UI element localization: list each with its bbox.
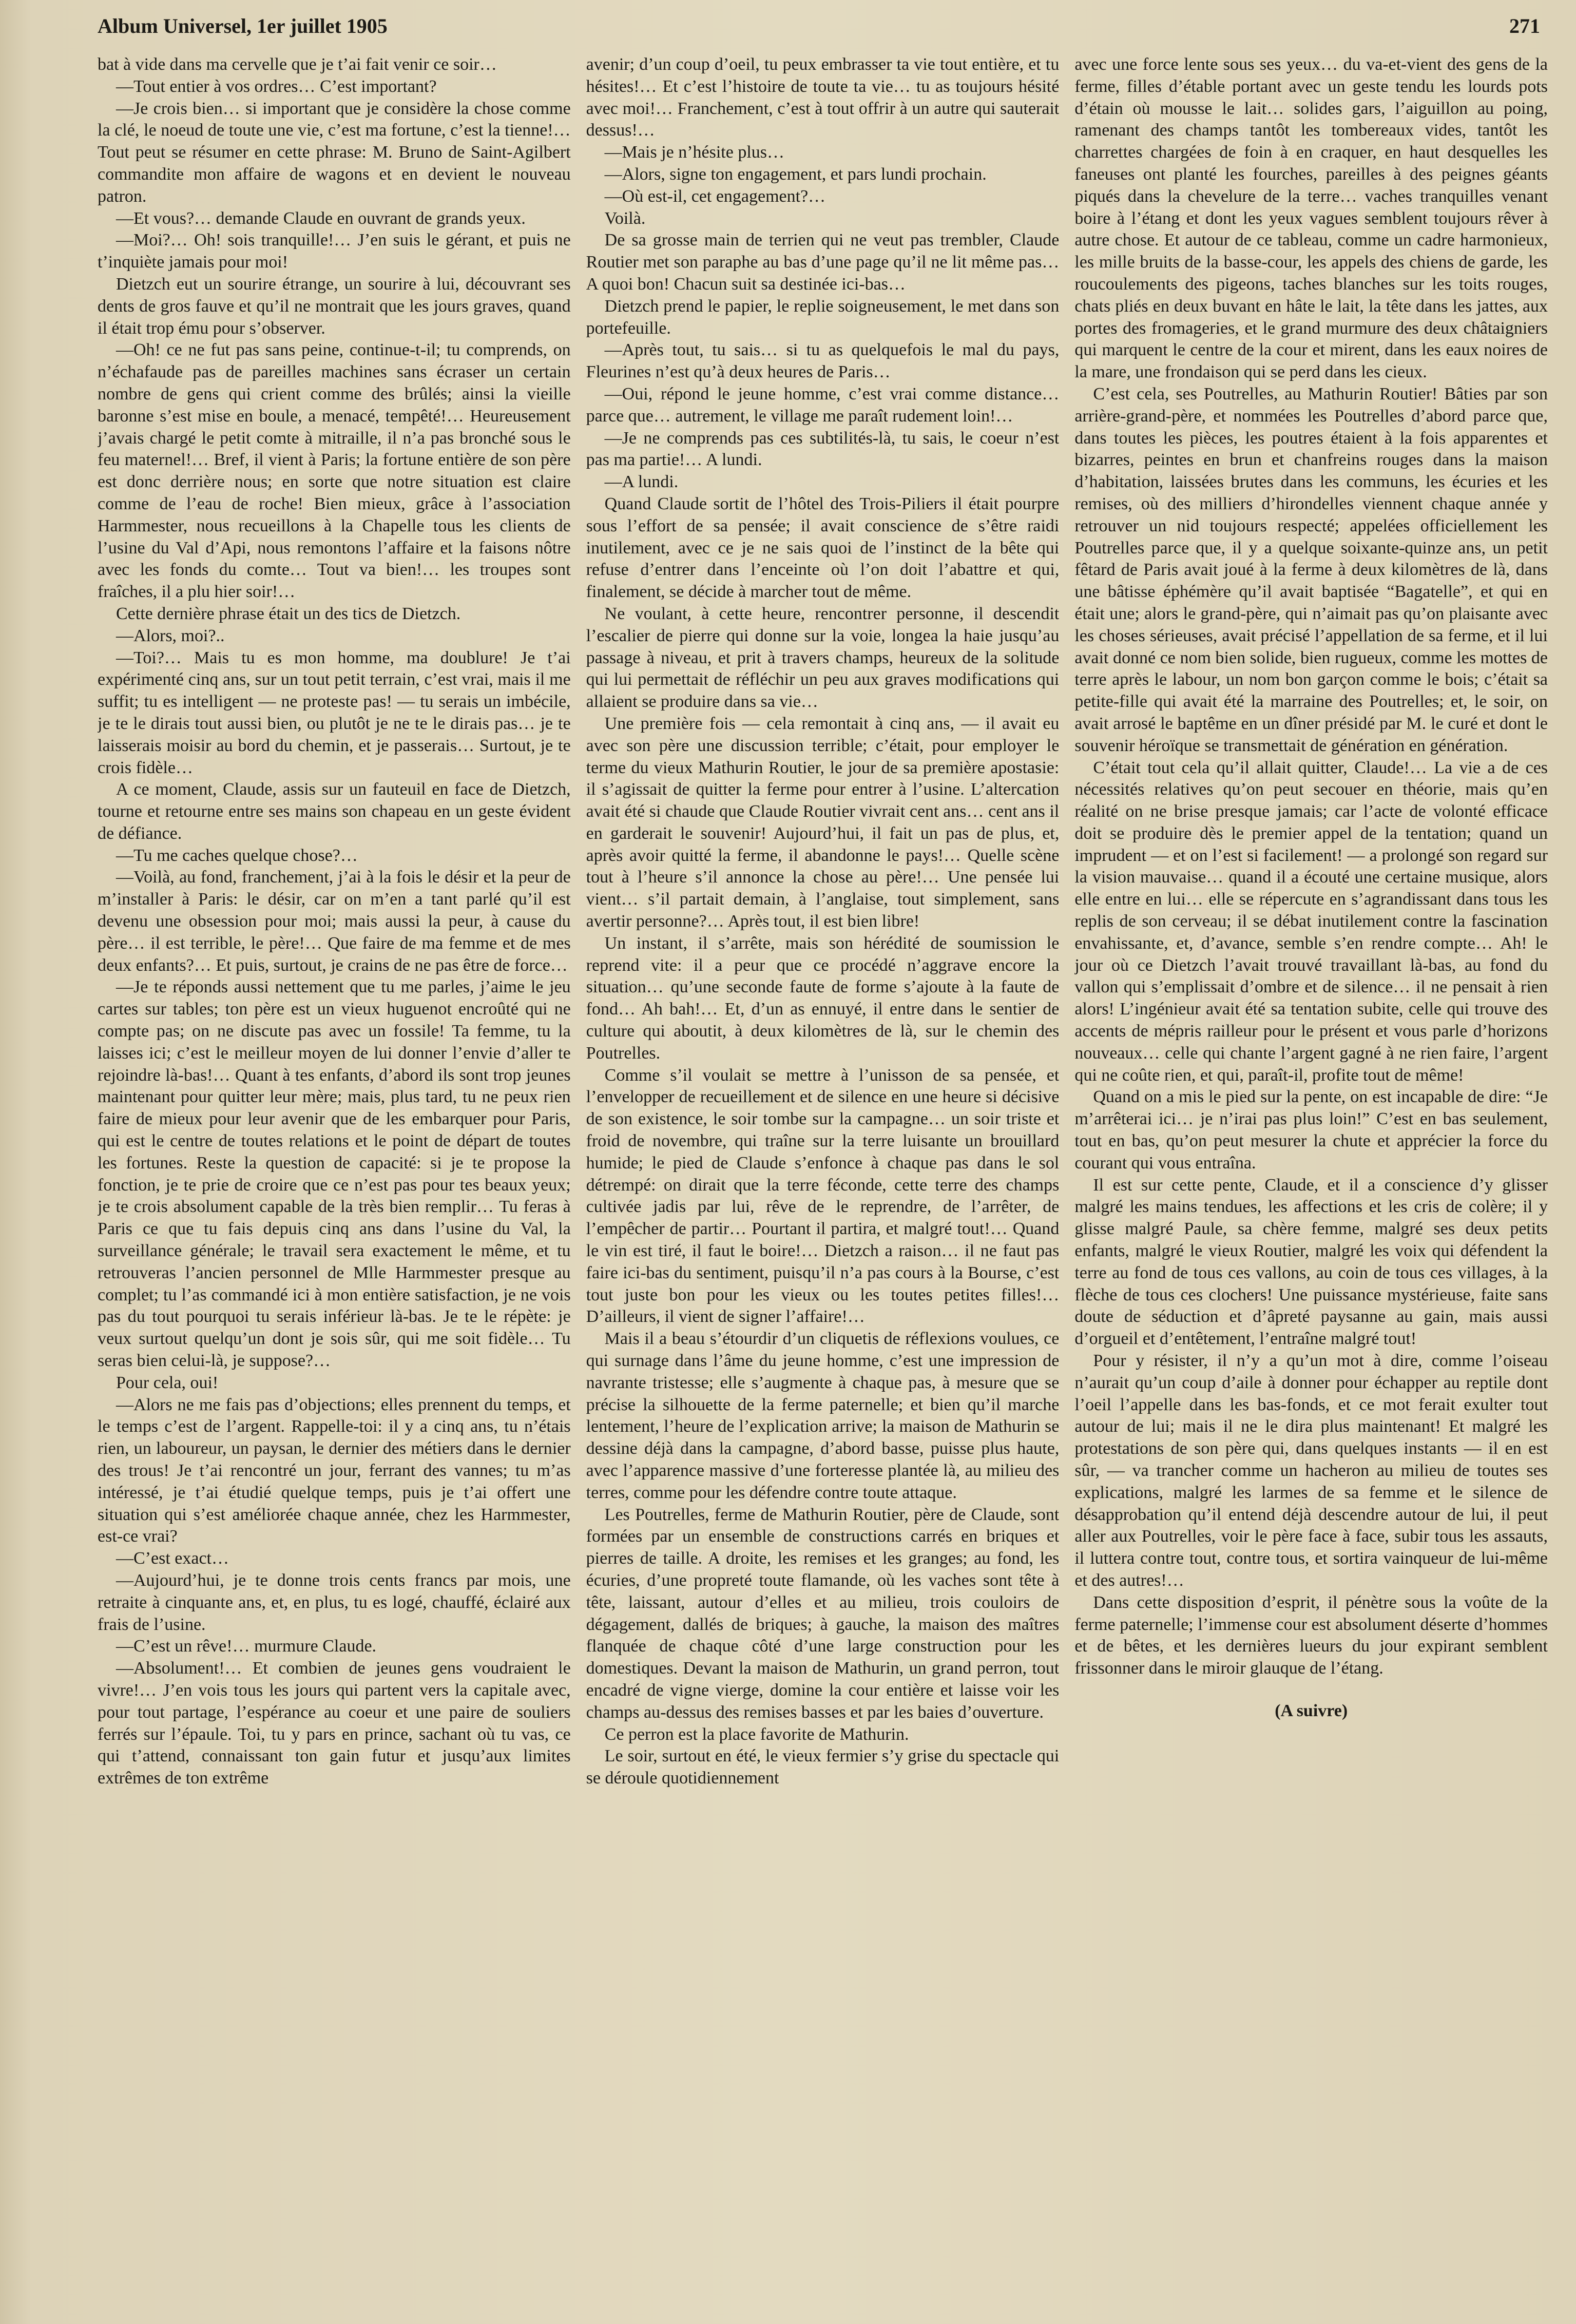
paragraph: —Toi?… Mais tu es mon homme, ma doublure! Je t’ai expérimenté cinq ans, sur un tout petit terrain, c’est vrai, mais il me suffit; tu es intelligent — ne proteste pas! — tu serais un imbécile, je te le dirais tout aussi bien, ou plutôt je ne te le dirais pas… je te laisserais moisir au bord du chemin, et je passerais… Surtout, je te crois fidèle…	[98, 648, 571, 777]
paragraph: —Je ne comprends pas ces subtilités-là, tu sais, le coeur n’est pas ma partie!… A lundi.	[586, 428, 1060, 470]
publication-title: Album Universel, 1er juillet 1905	[98, 14, 388, 37]
paragraph: —A lundi.	[604, 472, 679, 492]
paragraph: Pour cela, oui!	[116, 1373, 219, 1392]
text-column-3	[1074, 54, 1548, 2313]
paragraph: Il est sur cette pente, Claude, et il a conscience d’y glisser malgré les mains tendues, les affections et les cris de colère; il y glisse malgré Paule, sa chère femme, malgré ses deux petits enfants, malgré le vieux Routier, malgré les voix qui défendent la terre au fond de tous ces vallons, au coin de tous ces villages, à la flèche de tous ces clochers! Une puissance mystérieuse, faite sans doute de séduction et d’âpreté paysanne au gain, mais aussi d’orgueil et d’entêtement, l’entraîne malgré tout!	[1074, 1175, 1548, 1349]
paragraph: Ce perron est la place favorite de Mathurin.	[604, 1724, 909, 1744]
page-header	[98, 10, 1540, 41]
paragraph: —Voilà, au fond, franchement, j’ai à la fois le désir et la peur de m’installer à Paris: le désir, car on m’en a tant parlé qu’il est devenu une obsession pour moi; mais aussi la peur, à cause du père… il est terrible, le père!… Que faire de ma femme et de mes deux enfants?… Et puis, surtout, je crains de ne pas être de force…	[98, 868, 571, 975]
paragraph: —C’est un rêve!… murmure Claude.	[116, 1637, 377, 1656]
paragraph: Quand Claude sortit de l’hôtel des Trois-Piliers il était pourpre sous l’effort de sa pensée; il avait conscience de s’être raidi inutilement, avec ce je ne sais quoi de l’instinct de la bête qui refuse d’entrer dans l’enceinte où l’on doit l’abattre et qui, finalement, se décide à marcher tout de même.	[586, 494, 1060, 602]
paragraph: Les Poutrelles, ferme de Mathurin Routier, père de Claude, sont formées par un ensemble de constructions carrés en briques et pierres de taille. A droite, les remises et les granges; au fond, les écuries, d’une propreté toute flamande, où les vaches sont tête à tête, laissant, autour d’elles et au milieu, trois couloirs de dégagement, dallés de briques; à gauche, la maison des maîtres flanquée de chaque côté d’une large construction pour les domestiques. Devant la maison de Mathurin, un grand perron, tout encadré de vigne vierge, domine la cour entière et laisse voir les champs au-dessus des remises basses et par les baies d’ouverture.	[586, 1505, 1060, 1722]
paragraph: Pour y résister, il n’y a qu’un mot à dire, comme l’oiseau n’aurait qu’un coup d’aile à donner pour échapper au reptile dont l’oeil l’appelle dans les bas-fonds, et ce mot ferait exulter tout autour de lui; mais il ne le dira plus maintenant! Et malgré les protestations de son père qui, dans quelques instants — il en est sûr, — va trancher comme un hacheron au milieu de toutes ses explications, malgré les larmes de sa femme et le silence de désapprobation qu’il entend déjà descendre autour de lui, il peut aller aux Poutrelles, voir le père face à face, subir tous les assauts, il luttera contre tout, contre tous, et sortira vainqueur de lui-même et des autres!…	[1074, 1351, 1548, 1590]
article-columns	[98, 54, 1548, 2313]
paragraph: —Absolument!… Et combien de jeunes gens voudraient le vivre!… J’en vois tous les jours qui partent vers la capitale avec, pour tout partage, l’espérance au coeur et une paire de souliers ferrés sur l’épaule. Toi, tu y pars en prince, sachant où tu vas, ce qui t’attend, connaissant ton gain futur et jusqu’aux limites extrêmes de ton extrême	[98, 1659, 571, 1788]
page-number: 271	[1509, 14, 1540, 37]
paragraph: —Et vous?… demande Claude en ouvrant de grands yeux.	[116, 208, 526, 228]
text-column-2	[586, 54, 1060, 2313]
paragraph: De sa grosse main de terrien qui ne veut pas trembler, Claude Routier met son paraphe au bas d’une page qu’il ne lit même pas… A quoi bon! Chacun suit sa destinée ici-bas…	[586, 231, 1060, 294]
paragraph: —Alors, signe ton engagement, et pars lundi prochain.	[604, 164, 987, 184]
paragraph: A ce moment, Claude, assis sur un fauteuil en face de Dietzch, tourne et retourne entre ses mains son chapeau en un geste évident de défiance.	[98, 780, 571, 843]
paragraph: Ne voulant, à cette heure, rencontrer personne, il descendit l’escalier de pierre qui donne sur la voie, longea la haie jusqu’au passage à niveau, et prit à travers champs, heureux de la solitude qui lui permettait de réfléchir un peu aux graves modifications qui allaient se produire dans sa vie…	[586, 604, 1060, 712]
paragraph: avec une force lente sous ses yeux… du va-et-vient des gens de la ferme, filles d’étable portant avec un geste tendu les lourds pots d’étain où mousse le lait… solides gars, l’aiguillon au poing, ramenant des champs tantôt les tombereaux vides, tantôt les charrettes chargées de foin à en craquer, en haut desquelles les faneuses ont planté les fourches, pareilles à des peignes géants piqués dans la chevelure de la terre… vaches tranquilles venant boire à l’étang et dont les yeux vagues semblent toujours rêver à autre chose. Et autour de ce tableau, comme un cadre harmonieux, les mille bruits de la basse-cour, les appels des chiens de garde, les roucoulements des pigeons, taches blanches sur les toits rouges, chats pliés en deux buvant en hâte le lait, la tête dans les jattes, aux portes des fromageries, et le grand murmure des deux châtaigniers qui marquent le centre de la cour et mirent, dans les eaux noires de la mare, une frondaison qui se perd dans les cieux.	[1074, 55, 1548, 382]
paragraph: —Alors ne me fais pas d’objections; elles prennent du temps, et le temps c’est de l’argent. Rappelle-toi: il y a cinq ans, tu n’étais rien, un laboureur, un paysan, le dernier des métiers dans le dernier des trous! Je t’ai rencontré un jour, ferrant des vannes; tu m’as intéressé, je t’ai étudié quelque temps, puis je t’ai offert une situation qui s’est améliorée chaque année, chez les Harmmester, est-ce vrai?	[98, 1395, 571, 1546]
paragraph: bat à vide dans ma cervelle que je t’ai fait venir ce soir…	[98, 55, 497, 74]
paragraph: Une première fois — cela remontait à cinq ans, — il avait eu avec son père une discussion terrible; c’était, pour employer le terme du vieux Mathurin Routier, le jour de sa première apostasie: il s’agissait de quitter la ferme pour entrer à l’usine. L’altercation avait été si chaude que Claude Routier vivrait cent ans… cent ans il en garderait le souvenir! Aujourd’hui, il fait un pas de plus, et, après avoir quitté la ferme, il abandonne le pays!… Quelle scène tout à l’heure s’il annonce la chose au père!… Une pensée lui vient… s’il partait demain, à l’anglaise, tout simplement, sans avertir personne?… Après tout, il est bien libre!	[586, 714, 1060, 931]
paragraph: (A suivre)	[1275, 1701, 1348, 1720]
paragraph: Comme s’il voulait se mettre à l’unisson de sa pensée, et l’envelopper de recueillement et de silence en une heure si décisive de son existence, le soir tombe sur la campagne… un soir triste et froid de novembre, qui traîne sur la terre luisante un brouillard humide; le pied de Claude s’enfonce à chaque pas dans le sol détrempé: on dirait que la terre féconde, cette terre des champs cultivée jadis par lui, rêve de le reprendre, de l’arrêter, de l’empêcher de partir… Pourtant il partira, et malgré tout!… Quand le vin est tiré, il faut le boire!… Dietzch a raison… il ne faut pas faire ici-bas du sentiment, puisqu’il n’a pas cours à la Bourse, c’est tout juste bon pour les vieux ou les toutes petites filles!… D’ailleurs, il vient de signer l’affaire!…	[586, 1065, 1060, 1327]
paragraph: —Oui, répond le jeune homme, c’est vrai comme distance… parce que… autrement, le village me paraît rudement loin!…	[586, 384, 1060, 426]
paragraph: —Je crois bien… si important que je considère la chose comme la clé, le noeud de toute une vie, c’est ma fortune, c’est la tienne!… Tout peut se résumer en cette phrase: M. Bruno de Saint-Agilbert commandite mon affaire de wagons et en devient le nouveau patron.	[98, 99, 571, 206]
paragraph: —Oh! ce ne fut pas sans peine, continue-t-il; tu comprends, on n’échafaude pas de pareilles machines sans écraser un certain nombre de gens qui crient comme des brûlés; ainsi la vieille baronne s’est mise en boule, a menacé, tempêté!… Heureusement j’avais chargé le petit comte à mitraille, il n’a pas bronché sous le feu maternel!… Bref, il vient à Paris; la fortune entière de son père est donc derrière nous; en sorte que notre situation est claire comme de l’eau de roche! Bien mieux, grâce à l’association Harmmester, nous recueillons à la Chapelle tous les clients de l’usine du Val d’Api, nous remontons l’affaire et la faisons nôtre avec les fonds du comte… Tout va bien!… les troupes sont fraîches, il a plu hier soir!…	[98, 340, 571, 602]
paragraph: —Moi?… Oh! sois tranquille!… J’en suis le gérant, et puis ne t’inquiète jamais pour moi!	[98, 231, 571, 272]
paragraph: Quand on a mis le pied sur la pente, on est incapable de dire: “Je m’arrêterai ici… je n’irai pas plus loin!” C’est en bas seulement, tout en bas, qu’on peut mesurer la chute et apprécier la force du courant qui vous entraîna.	[1074, 1087, 1548, 1173]
paragraph: Dietzch eut un sourire étrange, un sourire à lui, découvrant ses dents de gros fauve et qu’il ne montrait que les jours graves, quand il était trop ému pour s’observer.	[98, 274, 571, 338]
paragraph: —Où est-il, cet engagement?…	[604, 186, 826, 206]
paragraph: —Tu me caches quelque chose?…	[116, 846, 358, 865]
paragraph: —Aujourd’hui, je te donne trois cents francs par mois, une retraite à cinquante ans, et, en plus, tu es logé, chauffé, éclairé aux frais de l’usine.	[98, 1570, 571, 1634]
text-column-1	[98, 54, 571, 2313]
paragraph: —C’est exact…	[116, 1549, 229, 1568]
paragraph: Dietzch prend le papier, le replie soigneusement, le met dans son portefeuille.	[586, 296, 1060, 338]
paragraph: C’est cela, ses Poutrelles, au Mathurin Routier! Bâties par son arrière-grand-père, et nommées les Poutrelles d’abord parce que, dans toutes les pièces, les poutres étaient à la fois apparentes et bizarres, peintes en brun et chanfreins rouges dans la maison d’habitation, laissées brutes dans les communs, les écuries et les remises, où des milliers d’hirondelles viennent chaque année y retrouver un nid toujours respecté; appelées officiellement les Poutrelles parce que, il y a quelque soixante-quinze ans, un petit fêtard de Paris avait joué à la ferme à deux kilomètres de là, dans une bâtisse éphémère qu’il avait baptisée “Bagatelle”, et qui en était une; alors le grand-père, qui n’aimait pas qu’on plaisante avec les choses sérieuses, avait précisé l’appellation de sa ferme, et il lui avait donné ce nom bien solide, bien rugueux, comme les mottes de terre après le labour, un nom bon garçon comme le bois; c’était sa petite-fille qui avait été la marraine des Poutrelles; et, le soir, on avait arrosé le baptême en un dîner présidé par M. le curé et dont le souvenir héroïque se transmettait de génération en génération.	[1074, 384, 1548, 755]
paragraph: —Alors, moi?..	[116, 626, 225, 645]
paragraph: C’était tout cela qu’il allait quitter, Claude!… La vie a de ces nécessités relatives qu’on peut secouer en théorie, mais qu’en réalité on ne brise presque jamais; car l’acte de volonté efficace doit se produire dès le premier appel de la tentation; quand un imprudent — et on l’est si facilement! — a prolongé son regard sur la vision mauvaise… quand il a écouté une certaine musique, alors elle entre en lui… elle se répercute en s’agrandissant dans tous les replis de son cerveau; il se débat inutilement contre la fascination envahissante, et, d’avance, semble s’en rendre compte… Ah! le jour où ce Dietzch l’avait trouvé travaillant là-bas, au fond du vallon qui s’emplissait d’ombre et de silence… il ne pensait à rien alors! L’ingénieur avait été sa tentation subite, celle qui trouve des accents de mépris railleur pour le présent et vous parle d’horizons nouveaux… celle qui chante l’argent gagné à ne rien faire, l’argent qui ne coûte rien, et qui, paraît-il, profite tout de même!	[1074, 758, 1548, 1085]
paragraph: Voilà.	[604, 208, 646, 228]
paragraph: Cette dernière phrase était un des tics de Dietzch.	[116, 604, 461, 623]
paragraph: Mais il a beau s’étourdir d’un cliquetis de réflexions voulues, ce qui surnage dans l’âme du jeune homme, c’est une impression de navrante tristesse; elle s’augmente à chaque pas, à mesure que se précise la silhouette de la ferme paternelle; et bien qu’il marche lentement, l’heure de l’explication arrive; la maison de Mathurin se dessine déjà dans la campagne, d’abord basse, puisse plus haute, avec l’apparence massive d’une forteresse plantée là, au milieu des terres, comme pour les défendre contre toute attaque.	[586, 1329, 1060, 1502]
paragraph: Le soir, surtout en été, le vieux fermier s’y grise du spectacle qui se déroule quotidiennement	[586, 1746, 1060, 1788]
paragraph: —Mais je n’hésite plus…	[604, 143, 785, 162]
paragraph: Un instant, il s’arrête, mais son hérédité de soumission le reprend vite: il a peur que ce procédé n’aggrave encore la situation… qu’une seconde faute de forme s’ajoute à la faute de fond… Ah bah!… Et, d’un as ennuyé, il entre dans le sentier de culture qui aboutit, à deux kilomètres de là, sur le chemin des Poutrelles.	[586, 933, 1060, 1063]
paragraph: Dans cette disposition d’esprit, il pénètre sous la voûte de la ferme paternelle; l’immense cour est absolument déserte d’hommes et de bêtes, et les dernières lueurs du jour expirant semblent frissonner dans le miroir glauque de l’étang.	[1074, 1592, 1548, 1678]
paragraph: —Après tout, tu sais… si tu as quelquefois le mal du pays, Fleurines n’est qu’à deux heures de Paris…	[586, 340, 1060, 382]
paragraph: —Tout entier à vos ordres… C’est important?	[116, 76, 437, 96]
paragraph: —Je te réponds aussi nettement que tu me parles, j’aime le jeu cartes sur tables; ton père est un vieux huguenot encroûté qui ne compte pas; on ne discute pas avec un fossile! Ta femme, tu la laisses ici; c’est le meilleur moyen de lui donner l’envie d’aller te rejoindre là-bas!… Quant à tes enfants, d’abord ils sont trop jeunes maintenant pour quitter leur mère; mais, plus tard, tu ne peux rien faire de mieux pour leur avenir que de les embarquer pour Paris, qui est le centre de toutes relations et le point de départ de toutes les fortunes. Reste la question de capacité: si je te propose la fonction, je te prie de croire que ce n’est pas pour tes beaux yeux; je te crois absolument capable de la très bien remplir… Tu feras à Paris ce que tu fais depuis cinq ans dans l’usine du Val, la surveillance générale; le travail sera exactement le même, et tu retrouveras l’ancien personnel de Mlle Harmmester presque au complet; tu l’as commandé ici à mon entière satisfaction, je ne vois pas du tout pourquoi tu serais inférieur là-bas. Je te le répète: je veux surtout quelqu’un dont je sois sûr, qui me soit fidèle… Tu seras bien celui-là, je suppose?…	[98, 977, 571, 1371]
paragraph: avenir; d’un coup d’oeil, tu peux embrasser ta vie tout entière, et tu hésites!… Et c’est l’histoire de toute ta vie… tu as toujours hésité avec moi!… Franchement, c’est à tout offrir à un autre qui sauterait dessus!…	[586, 55, 1060, 140]
